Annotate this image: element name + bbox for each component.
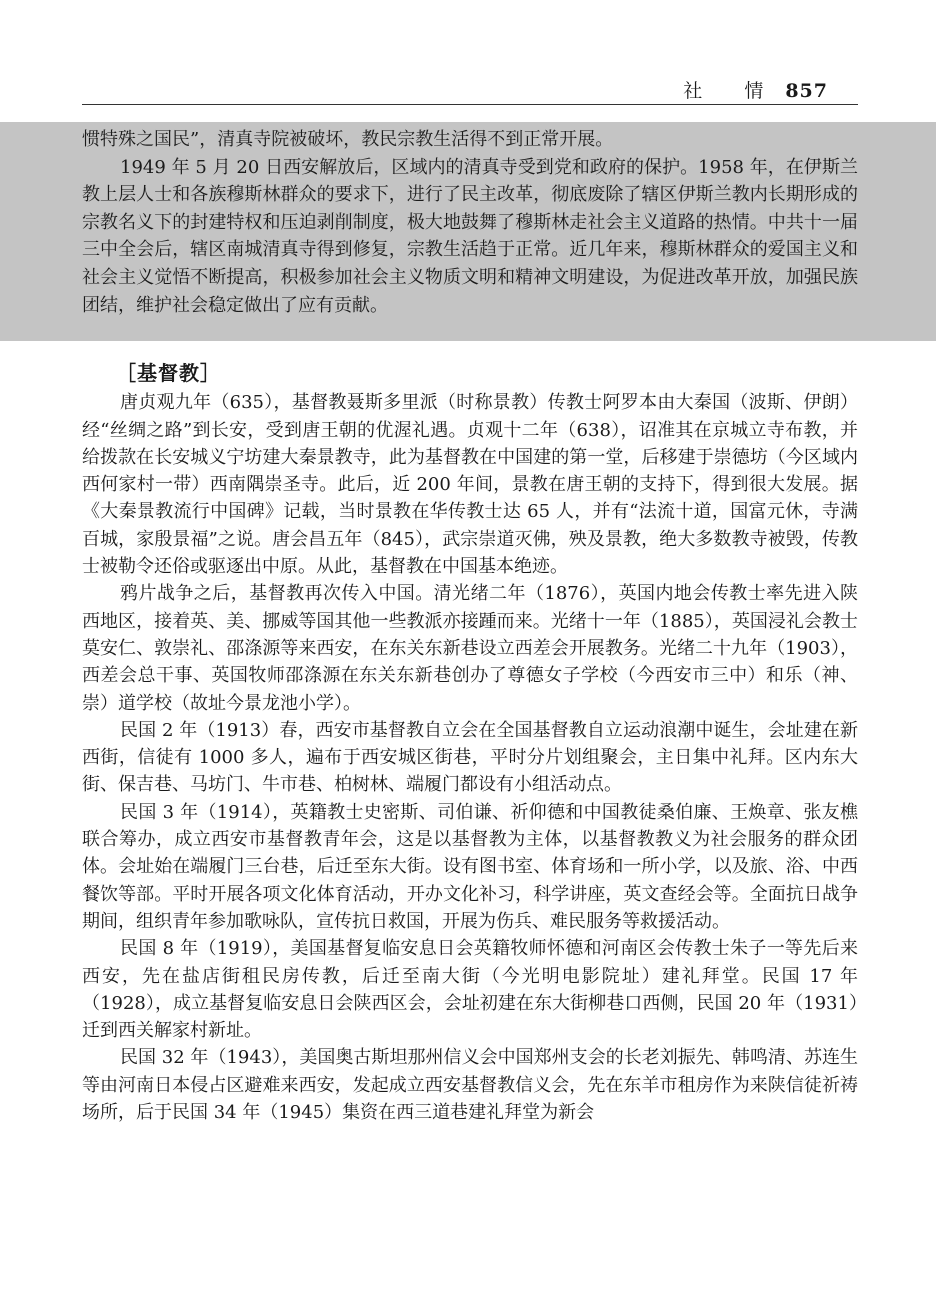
running-head <box>683 76 828 103</box>
paragraph-2: 鸦片战争之后，基督教再次传入中国。清光绪二年（1876），英国内地会传教士率先进入陕西地区，接着英、美、挪威等国其他一些教派亦接踵而来。光绪十一年（1885），英国浸礼会教士莫安仁、敦崇礼、邵涤源等来西安，在东关东新巷设立西差会开展教务。光绪二十九年（1903），西差会总干事、英国牧师邵涤源在东关东新巷创办了尊德女子学校（今西安市三中）和乐（神、崇）道学校（故址今景龙池小学）。 <box>82 583 858 714</box>
paragraph-3: 民国 2 年（1913）春，西安市基督教自立会在全国基督教自立运动浪潮中诞生，会址建在新西街，信徒有 1000 多人，遍布于西安城区街巷，平时分片划组聚会，主日集中礼拜。区内东大街、保吉巷、马坊门、牛市巷、柏树林、端履门都设有小组活动点。 <box>82 719 858 796</box>
band-paragraph-2: 1949 年 5 月 20 日西安解放后，区域内的清真寺受到党和政府的保护。1958 年，在伊斯兰教上层人士和各族穆斯林群众的要求下，进行了民主改革，彻底废除了辖区伊斯兰教内长期形成的宗教名义下的封建特权和压迫剥削制度，极大地鼓舞了穆斯林走社会主义道路的热情。中共十一届三中全会后，辖区南城清真寺得到修复，宗教生活趋于正常。近几年来，穆斯林群众的爱国主义和社会主义觉悟不断提高，积极参加社会主义物质文明和精神文明建设，为促进改革开放，加强民族团结，维护社会稳定做出了应有贡献。 <box>82 156 858 316</box>
paragraph-4: 民国 3 年（1914），英籍教士史密斯、司伯谦、祈仰德和中国教徒桑伯廉、王焕章、张友樵联合筹办，成立西安市基督教青年会，这是以基督教为主体，以基督教教义为社会服务的群众团体。会址始在端履门三台巷，后迁至东大街。设有图书室、体育场和一所小学，以及旅、浴、中西餐饮等部。平时开展各项文化体育活动，开办文化补习，科学讲座，英文查经会等。全面抗日战争期间，组织青年参加歌咏队，宣传抗日救国，开展为伤兵、难民服务等救援活动。 <box>82 801 858 932</box>
main-text <box>82 360 858 1126</box>
header-rule <box>82 104 858 105</box>
page-header <box>82 74 858 104</box>
section-heading: ［基督教］ <box>116 361 221 385</box>
paragraph-1: 唐贞观九年（635），基督教聂斯多里派（时称景教）传教士阿罗本由大秦国（波斯、伊朗）经“丝绸之路”到长安，受到唐王朝的优渥礼遇。贞观十二年（638），诏准其在京城立寺布教，并给拨款在长安城义宁坊建大秦景教寺，此为基督教在中国建的第一堂，后移建于崇德坊（今区域内西何家村一带）西南隅崇圣寺。此后，近 200 年间，景教在唐王朝的支持下，得到很大发展。据《大秦景教流行中国碑》记载，当时景教在华传教士达 65 人，并有“法流十道，国富元休，寺满百城，家殷景福”之说。唐会昌五年（845），武宗崇道灭佛，殃及景教，绝大多数教寺被毁，传教士被勒令还俗或驱逐出中原。从此，基督教在中国基本绝迹。 <box>82 392 858 578</box>
paragraph-5: 民国 8 年（1919），美国基督复临安息日会英籍牧师怀德和河南区会传教士朱子一等先后来西安，先在盐店街租民房传教，后迁至南大街（今光明电影院址）建礼拜堂。民国 17 年（1928），成立基督复临安息日会陕西区会，会址初建在东大街柳巷口西侧，民国 20 年（1931）迁到西关解家村新址。 <box>82 938 858 1042</box>
page-number: 857 <box>785 80 828 102</box>
paragraph-6: 民国 32 年（1943），美国奥古斯坦那州信义会中国郑州支会的长老刘振先、韩鸣清、苏连生等由河南日本侵占区避难来西安，发起成立西安基督教信义会，先在东羊市租房作为来陕信徒祈祷场所，后于民国 34 年（1945）集资在西三道巷建礼拜堂为新会 <box>82 1047 858 1124</box>
highlighted-text-block <box>82 126 858 319</box>
section-title: 社 情 <box>683 80 782 102</box>
band-paragraph-1: 惯特殊之国民”，清真寺院被破坏，教民宗教生活得不到正常开展。 <box>82 129 614 150</box>
